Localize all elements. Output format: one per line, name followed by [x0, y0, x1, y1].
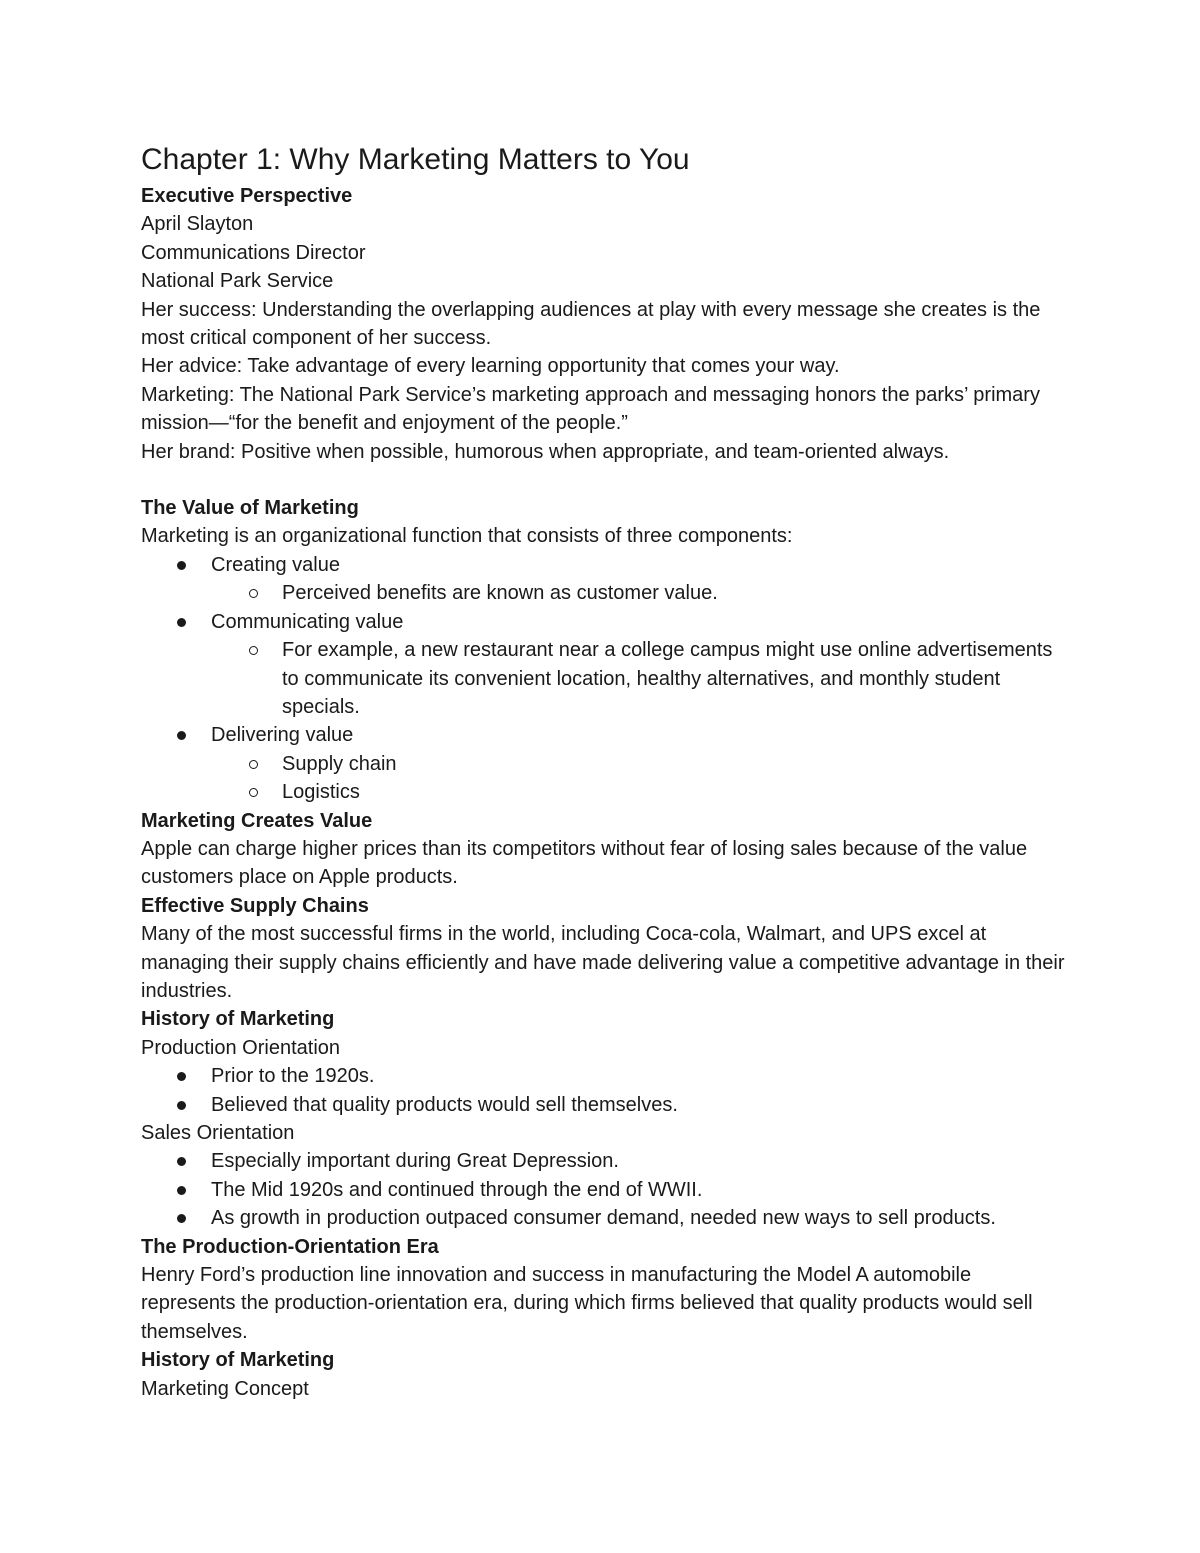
sub-list-item	[141, 750, 1071, 778]
section-heading-production-era: The Production-Orientation Era	[141, 1235, 439, 1258]
list-item-label: Creating value	[211, 553, 340, 576]
sub-list-item	[141, 778, 1071, 806]
list-item	[141, 1062, 1071, 1090]
sub-list-item-label: Supply chain	[282, 752, 397, 775]
executive-role: Communications Director	[141, 241, 366, 264]
list-item	[141, 721, 1071, 749]
section-heading-value: The Value of Marketing	[141, 497, 359, 520]
bullet-icon	[177, 1101, 186, 1110]
list-item-label: Especially important during Great Depression.	[211, 1150, 619, 1173]
section-heading-history: History of Marketing	[141, 1008, 335, 1031]
list-item	[141, 1147, 1071, 1175]
production-orientation-label: Production Orientation	[141, 1036, 341, 1059]
bullet-icon	[177, 1157, 186, 1166]
hollow-bullet-icon	[249, 589, 258, 598]
list-item	[141, 1204, 1071, 1232]
sub-list-item-label: Logistics	[282, 781, 360, 804]
sales-list	[141, 1147, 1071, 1232]
marketing-concept-label: Marketing Concept	[141, 1377, 309, 1400]
sub-list-item-label: Perceived benefits are known as customer value.	[282, 582, 718, 605]
bullet-icon	[177, 1072, 186, 1081]
blank-line	[141, 466, 1071, 494]
executive-brand: Her brand: Positive when possible, humorous when appropriate, and team-oriented always.	[141, 440, 950, 463]
bullet-icon	[177, 1186, 186, 1195]
value-intro: Marketing is an organizational function that consists of three components:	[141, 525, 793, 548]
list-item-label: Communicating value	[211, 610, 404, 633]
bullet-icon	[177, 618, 186, 627]
executive-success: Her success: Understanding the overlapping audiences at play with every message she creates is the most critical component of her success.	[141, 298, 1041, 350]
executive-marketing: Marketing: The National Park Service’s marketing approach and messaging honors the parks’ primary mission—“for the benefit and enjoyment of the people.”	[141, 383, 1040, 435]
sub-list-item	[141, 636, 1071, 721]
supply-chains-text: Many of the most successful firms in the world, including Coca-cola, Walmart, and UPS excel at managing their supply chains efficiently and have made delivering value a competitive advantage in their industries.	[141, 923, 1065, 1002]
list-item-label: Believed that quality products would sell themselves.	[211, 1093, 678, 1116]
production-list	[141, 1062, 1071, 1119]
bullet-icon	[177, 1214, 186, 1223]
bullet-icon	[177, 731, 186, 740]
executive-name: April Slayton	[141, 213, 254, 236]
document-page	[141, 140, 1071, 1403]
hollow-bullet-icon	[249, 788, 258, 797]
creates-value-text: Apple can charge higher prices than its competitors without fear of losing sales because of the value customers place on Apple products.	[141, 837, 1028, 889]
hollow-bullet-icon	[249, 646, 258, 655]
sales-orientation-label: Sales Orientation	[141, 1122, 295, 1144]
list-item-label: As growth in production outpaced consumer demand, needed new ways to sell products.	[211, 1207, 996, 1230]
hollow-bullet-icon	[249, 760, 258, 769]
section-heading-supply-chains: Effective Supply Chains	[141, 894, 369, 917]
list-item-label: The Mid 1920s and continued through the end of WWII.	[211, 1178, 703, 1201]
sub-list-item-label: For example, a new restaurant near a college campus might use online advertisements to communicate its convenient location, healthy alternatives, and monthly student specials.	[282, 639, 1053, 718]
executive-org: National Park Service	[141, 270, 334, 293]
list-item	[141, 551, 1071, 579]
section-heading-history-2: History of Marketing	[141, 1349, 335, 1372]
list-item-label: Prior to the 1920s.	[211, 1065, 375, 1088]
list-item	[141, 1091, 1071, 1119]
value-list	[141, 551, 1071, 807]
sub-list-item	[141, 579, 1071, 607]
list-item	[141, 608, 1071, 636]
list-item-label: Delivering value	[211, 724, 354, 747]
bullet-icon	[177, 561, 186, 570]
page-title: Chapter 1: Why Marketing Matters to You	[141, 143, 690, 176]
list-item	[141, 1176, 1071, 1204]
executive-advice: Her advice: Take advantage of every learning opportunity that comes your way.	[141, 355, 840, 378]
section-heading-executive: Executive Perspective	[141, 185, 353, 207]
production-era-text: Henry Ford’s production line innovation and success in manufacturing the Model A automobile represents the production-orientation era, during which firms believed that quality products would sell themselves.	[141, 1264, 1033, 1343]
section-heading-creates-value: Marketing Creates Value	[141, 809, 373, 832]
